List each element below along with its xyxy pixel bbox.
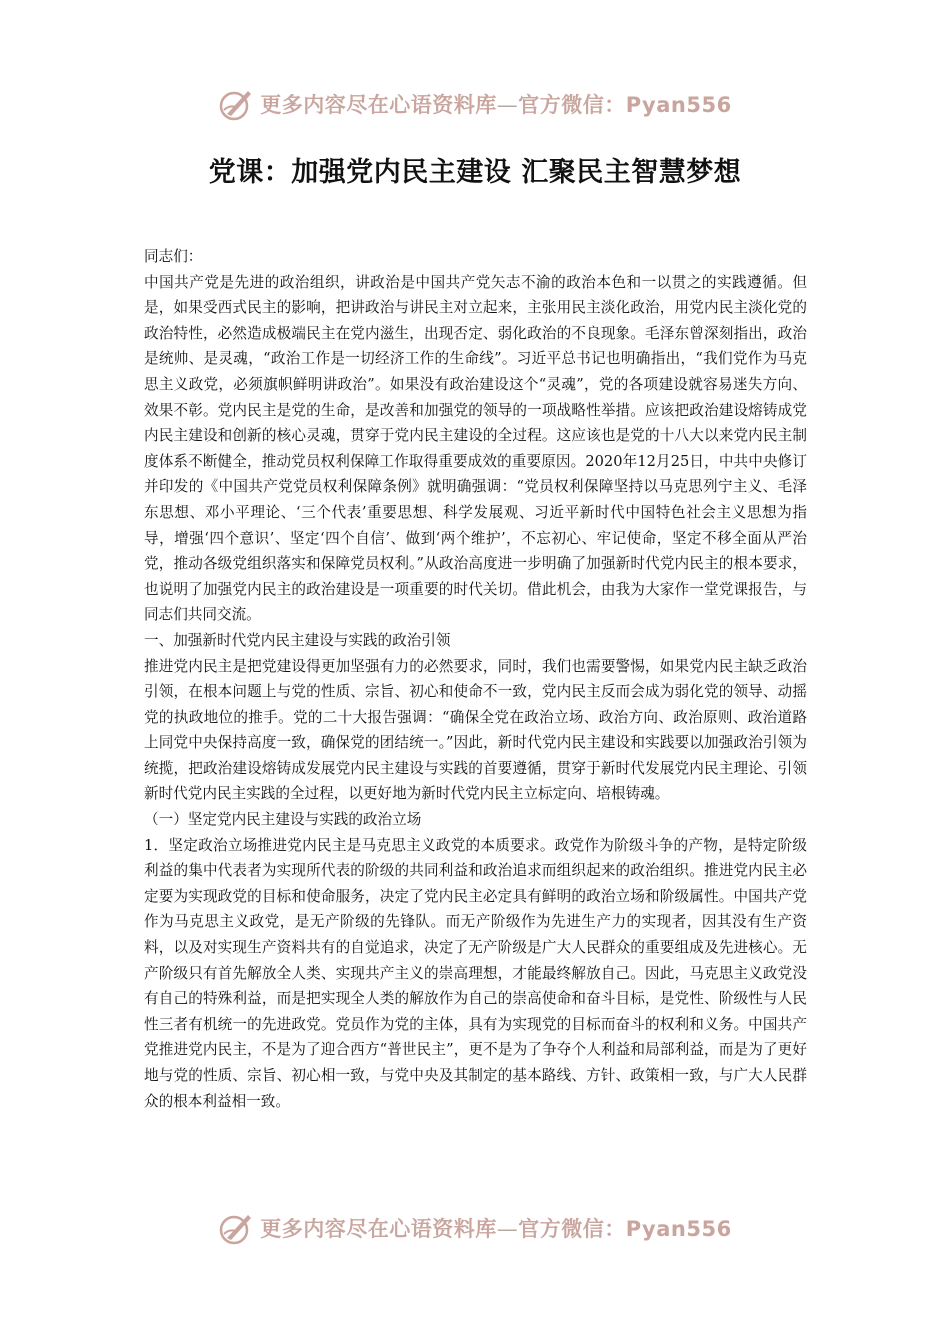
quill-pen-seal-icon	[218, 1210, 254, 1246]
watermark-footer	[0, 1206, 950, 1250]
subsection-heading: （一）坚定党内民主建设与实践的政治立场	[144, 811, 422, 829]
page-title: 党课：加强党内民主建设 汇聚民主智慧梦想	[208, 157, 742, 188]
watermark-text: 更多内容尽在心语资料库—官方微信：Pyan556	[260, 93, 732, 117]
document-body	[144, 244, 807, 1114]
body-paragraph: 推进党内民主是把党建设得更加坚强有力的必然要求，同时，我们也需要警惕，如果党内民主缺乏政治引领，在根本问题上与党的性质、宗旨、初心和使命不一致，党内民主反而会成为弱化党的领导、动摇党的执政地位的推手。党的二十大报告强调：“确保全党在政治立场、政治方向、政治原则、政治道路上同党中央保持高度一致，确保党的团结统一。”因此，新时代党内民主建设和实践要以加强政治引领为统揽，把政治建设熔铸成发展党内民主建设与实践的首要遵循，贯穿于新时代发展党内民主理论、引领新时代党内民主实践的全过程，以更好地为新时代党内民主立标定向、培根铸魂。	[144, 657, 807, 803]
body-paragraph: 中国共产党是先进的政治组织，讲政治是中国共产党矢志不渝的政治本色和一以贯之的实践遵循。但是，如果受西式民主的影响，把讲政治与讲民主对立起来，主张用民主淡化政治，用党内民主淡化党的政治特性，必然造成极端民主在党内滋生，出现否定、弱化政治的不良现象。毛泽东曾深刻指出，政治是统帅、是灵魂，“政治工作是一切经济工作的生命线”。习近平总书记也明确指出，“我们党作为马克思主义政党，必须旗帜鲜明讲政治”。如果没有政治建设这个“灵魂”，党的各项建设就容易迷失方向、效果不彰。党内民主是党的生命，是改善和加强党的领导的一项战略性举措。应该把政治建设熔铸成党内民主建设和创新的核心灵魂，贯穿于党内民主建设的全过程。这应该也是党的十八大以来党内民主制度体系不断健全，推动党员权利保障工作取得重要成效的重要原因。2020年12月25日，中共中央修订并印发的《中国共产党党员权利保障条例》就明确强调：“党员权利保障坚持以马克思列宁主义、毛泽东思想、邓小平理论、‘三个代表’重要思想、科学发展观、习近平新时代中国特色社会主义思想为指导，增强‘四个意识’、坚定‘四个自信’、做到‘两个维护’，不忘初心、牢记使命，坚定不移全面从严治党，推动各级党组织落实和保障党员权利。”从政治高度进一步明确了加强新时代党内民主的根本要求，也说明了加强党内民主的政治建设是一项重要的时代关切。借此机会，由我为大家作一堂党课报告，与同志们共同交流。	[144, 273, 807, 624]
body-paragraph: 1．坚定政治立场推进党内民主是马克思主义政党的本质要求。政党作为阶级斗争的产物，是特定阶级利益的集中代表者为实现所代表的阶级的共同利益和政治追求而组织起来的政治组织。推进党内民主必定要为实现政党的目标和使命服务，决定了党内民主必定具有鲜明的政治立场和阶级属性。中国共产党作为马克思主义政党，是无产阶级的先锋队。而无产阶级作为先进生产力的实现者，因其没有生产资料，以及对实现生产资料共有的自觉追求，决定了无产阶级是广大人民群众的重要组成及先进核心。无产阶级只有首先解放全人类、实现共产主义的崇高理想，才能最终解放自己。因此，马克思主义政党没有自己的特殊利益，而是把实现全人类的解放作为自己的崇高使命和奋斗目标，是党性、阶级性与人民性三者有机统一的先进政党。党员作为党的主体，具有为实现党的目标而奋斗的权利和义务。中国共产党推进党内民主，不是为了迎合西方“普世民主”，更不是为了争夺个人利益和局部利益，而是为了更好地与党的性质、宗旨、初心相一致，与党中央及其制定的基本路线、方针、政策相一致，与广大人民群众的根本利益相一致。	[144, 836, 807, 1110]
watermark-header	[0, 82, 950, 126]
quill-pen-seal-icon	[218, 86, 254, 122]
section-heading: 一、加强新时代党内民主建设与实践的政治引领	[144, 631, 451, 649]
watermark-text: 更多内容尽在心语资料库—官方微信：Pyan556	[260, 1217, 732, 1241]
salutation: 同志们：	[144, 248, 203, 265]
